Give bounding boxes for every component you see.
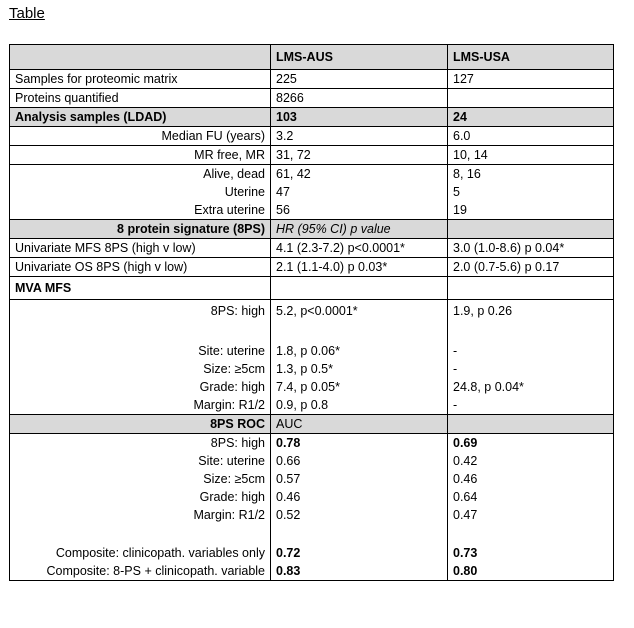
cell-usa xyxy=(448,220,614,239)
cell-usa: 2.0 (0.7-5.6) p 0.17 xyxy=(448,258,614,277)
cell-usa: 5 xyxy=(448,183,614,201)
cell-usa: 24 xyxy=(448,108,614,127)
row-label: Univariate MFS 8PS (high v low) xyxy=(10,239,271,258)
table-row xyxy=(10,396,614,415)
table-row xyxy=(10,89,614,108)
spacer-row xyxy=(10,322,614,342)
table-row xyxy=(10,146,614,165)
table-row xyxy=(10,452,614,470)
cell-aus: 4.1 (2.3-7.2) p<0.0001* xyxy=(271,239,448,258)
table-row xyxy=(10,201,614,220)
cell-aus: 61, 42 xyxy=(271,165,448,184)
section-row-8ps xyxy=(10,220,614,239)
table-row xyxy=(10,342,614,360)
cell-usa: 3.0 (1.0-8.6) p 0.04* xyxy=(448,239,614,258)
cell-usa: 0.73 xyxy=(448,544,614,562)
section-row-mva xyxy=(10,277,614,300)
row-label: Analysis samples (LDAD) xyxy=(10,108,271,127)
row-label: Size: ≥5cm xyxy=(10,360,271,378)
header-cell-lms-usa: LMS-USA xyxy=(448,45,614,70)
table-row xyxy=(10,300,614,323)
row-label: Univariate OS 8PS (high v low) xyxy=(10,258,271,277)
results-table xyxy=(9,44,614,581)
table-row xyxy=(10,470,614,488)
cell-aus: 103 xyxy=(271,108,448,127)
cell-usa: 127 xyxy=(448,70,614,89)
section-row-analysis xyxy=(10,108,614,127)
cell-aus: 0.78 xyxy=(271,434,448,453)
cell-aus: 3.2 xyxy=(271,127,448,146)
cell-usa: 0.42 xyxy=(448,452,614,470)
table-row xyxy=(10,70,614,89)
cell-usa xyxy=(448,415,614,434)
row-label: Uterine xyxy=(10,183,271,201)
cell-aus: 0.57 xyxy=(271,470,448,488)
row-label: 8PS: high xyxy=(10,300,271,323)
cell-usa: 19 xyxy=(448,201,614,220)
row-label: Grade: high xyxy=(10,378,271,396)
row-label: Extra uterine xyxy=(10,201,271,220)
document-title: Table xyxy=(9,5,45,22)
row-label: MR free, MR xyxy=(10,146,271,165)
cell-aus: 0.46 xyxy=(271,488,448,506)
row-label: Margin: R1/2 xyxy=(10,506,271,524)
row-label: Proteins quantified xyxy=(10,89,271,108)
header-cell-lms-aus: LMS-AUS xyxy=(271,45,448,70)
cell-usa: 0.69 xyxy=(448,434,614,453)
cell-aus: 5.2, p<0.0001* xyxy=(271,300,448,323)
table-row xyxy=(10,562,614,581)
cell-usa: 0.46 xyxy=(448,470,614,488)
row-label: Alive, dead xyxy=(10,165,271,184)
cell-aus: 1.8, p 0.06* xyxy=(271,342,448,360)
cell-usa: 1.9, p 0.26 xyxy=(448,300,614,323)
row-label: MVA MFS xyxy=(10,277,271,300)
table-row xyxy=(10,360,614,378)
cell-usa: 0.64 xyxy=(448,488,614,506)
table-row xyxy=(10,434,614,453)
cell-aus: 1.3, p 0.5* xyxy=(271,360,448,378)
row-label: 8PS ROC xyxy=(10,415,271,434)
cell-aus: 0.83 xyxy=(271,562,448,581)
row-label: Site: uterine xyxy=(10,342,271,360)
cell-usa xyxy=(448,277,614,300)
table-row xyxy=(10,544,614,562)
row-label: Margin: R1/2 xyxy=(10,396,271,415)
cell-usa: - xyxy=(448,396,614,415)
table-row xyxy=(10,488,614,506)
row-label: Size: ≥5cm xyxy=(10,470,271,488)
cell-aus: 0.72 xyxy=(271,544,448,562)
cell-usa: 0.80 xyxy=(448,562,614,581)
table-row xyxy=(10,127,614,146)
row-label: Site: uterine xyxy=(10,452,271,470)
cell-aus: 31, 72 xyxy=(271,146,448,165)
cell-aus: AUC xyxy=(271,415,448,434)
row-label: 8 protein signature (8PS) xyxy=(10,220,271,239)
table-row xyxy=(10,165,614,184)
cell-aus: 0.66 xyxy=(271,452,448,470)
cell-aus: 7.4, p 0.05* xyxy=(271,378,448,396)
cell-usa: 6.0 xyxy=(448,127,614,146)
cell-aus: HR (95% CI) p value xyxy=(271,220,448,239)
table-row xyxy=(10,378,614,396)
cell-aus: 0.9, p 0.8 xyxy=(271,396,448,415)
row-label: Samples for proteomic matrix xyxy=(10,70,271,89)
cell-aus: 225 xyxy=(271,70,448,89)
spacer-row xyxy=(10,524,614,544)
cell-usa: 10, 14 xyxy=(448,146,614,165)
row-label: Median FU (years) xyxy=(10,127,271,146)
row-label: 8PS: high xyxy=(10,434,271,453)
cell-usa: - xyxy=(448,342,614,360)
cell-usa: 24.8, p 0.04* xyxy=(448,378,614,396)
cell-usa: 8, 16 xyxy=(448,165,614,184)
row-label: Grade: high xyxy=(10,488,271,506)
cell-aus: 47 xyxy=(271,183,448,201)
table-row xyxy=(10,239,614,258)
cell-aus: 8266 xyxy=(271,89,448,108)
cell-usa: - xyxy=(448,360,614,378)
table-header-row xyxy=(10,45,614,70)
cell-usa: 0.47 xyxy=(448,506,614,524)
cell-aus: 56 xyxy=(271,201,448,220)
cell-aus xyxy=(271,277,448,300)
table-row xyxy=(10,506,614,524)
cell-usa xyxy=(448,89,614,108)
table-row xyxy=(10,258,614,277)
table-row xyxy=(10,183,614,201)
header-cell-empty xyxy=(10,45,271,70)
row-label: Composite: clinicopath. variables only xyxy=(10,544,271,562)
cell-aus: 0.52 xyxy=(271,506,448,524)
cell-aus: 2.1 (1.1-4.0) p 0.03* xyxy=(271,258,448,277)
row-label: Composite: 8-PS + clinicopath. variable xyxy=(10,562,271,581)
section-row-roc xyxy=(10,415,614,434)
